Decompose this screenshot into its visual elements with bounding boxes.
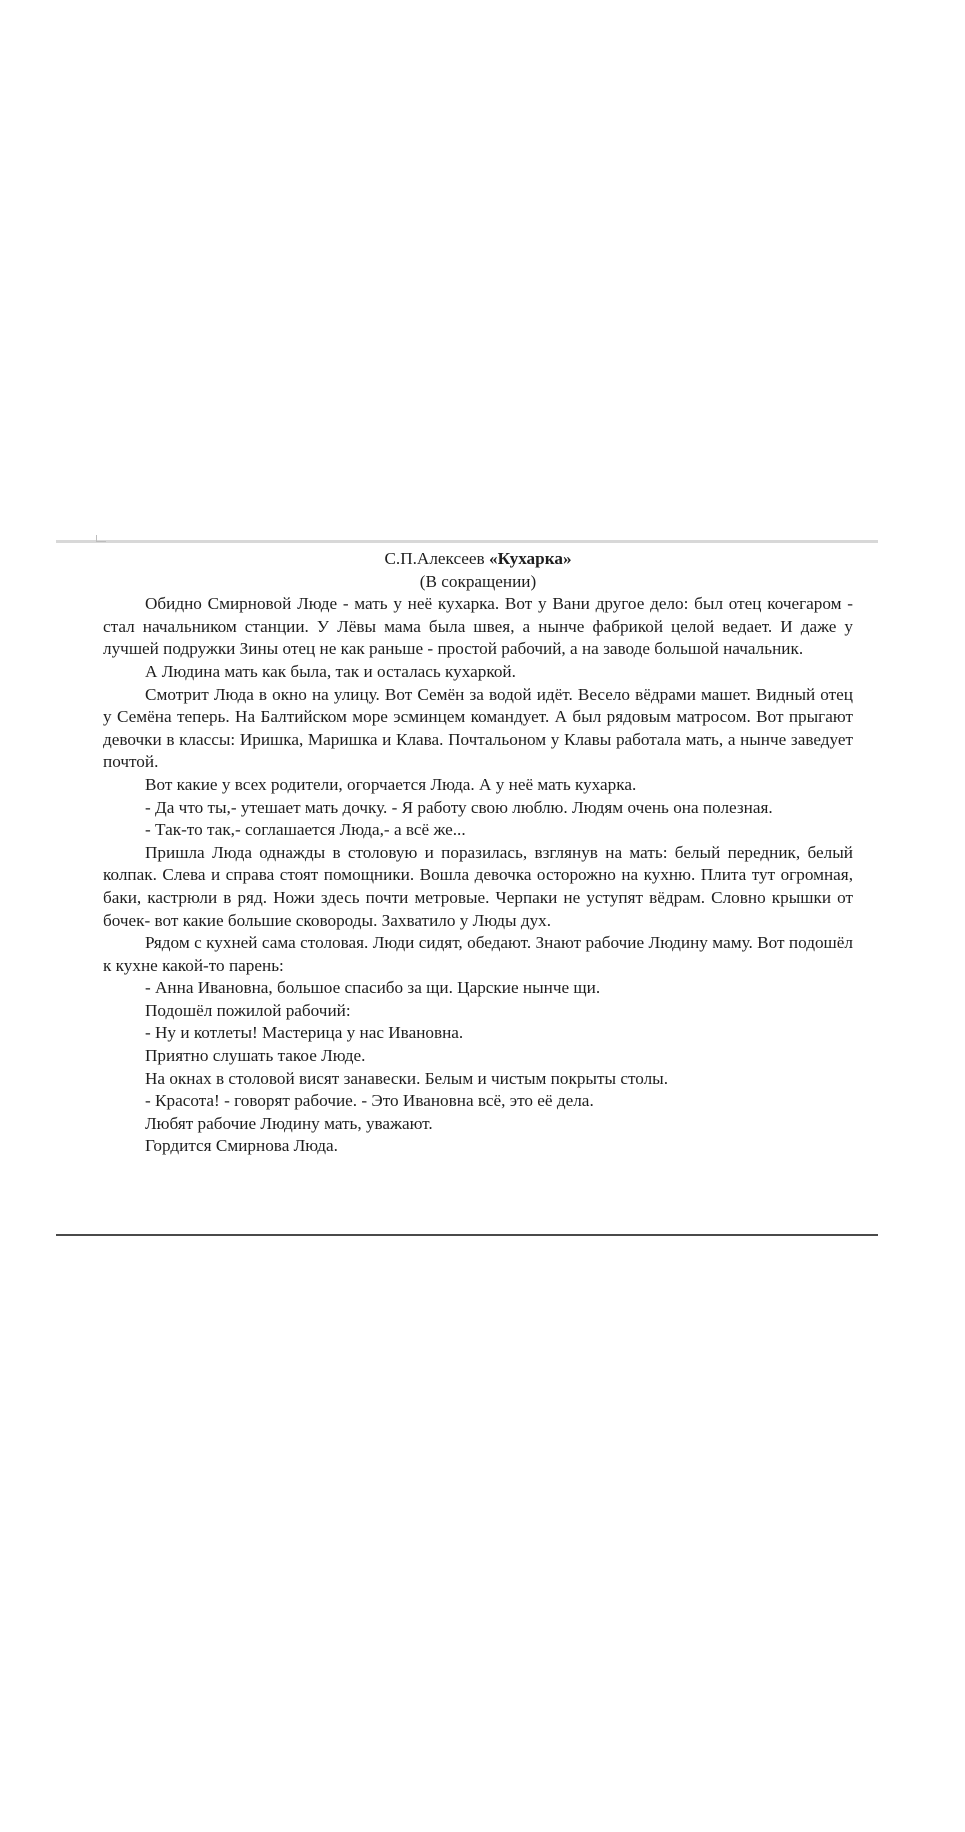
subtitle: (В сокращении) (419, 571, 537, 591)
paragraph: Приятно слушать такое Люде. (145, 1046, 366, 1066)
story-title: «Кухарка» (488, 549, 572, 568)
paragraph: - Да что ты,- утешает мать дочку. - Я работу свою люблю. Людям очень она полезная. (145, 797, 773, 817)
document-body (103, 548, 853, 1158)
paragraph: Смотрит Люда в окно на улицу. Вот Семён за водой идёт. Весело вёдрами машет. Видный отец у Семёна теперь. На Балтийском море эсминцем командует. А был рядовым матросом. Вот прыгают девочки в классы: Иришка, Маришка и Клава. Почтальоном у Клавы работала мать, а нынче заведует почтой. (103, 684, 853, 772)
title-line (103, 548, 853, 571)
paragraph: На окнах в столовой висят занавески. Белым и чистым покрыты столы. (145, 1068, 669, 1088)
paragraph: Подошёл пожилой рабочий: (145, 1000, 351, 1020)
bottom-rule (56, 1234, 878, 1236)
paragraph: Рядом с кухней сама столовая. Люди сидят, обедают. Знают рабочие Людину маму. Вот подошёл к кухне какой-то парень: (103, 933, 853, 975)
paragraph: - Так-то так,- соглашается Люда,- а всё же... (145, 820, 466, 840)
paragraph: Любят рабочие Людину мать, уважают. (145, 1113, 433, 1133)
paragraph: - Анна Ивановна, большое спасибо за щи. Царские нынче щи. (145, 978, 601, 998)
paragraph: Гордится Смирнова Люда. (145, 1136, 338, 1156)
author-name: С.П.Алексеев (384, 549, 485, 568)
paragraph: - Красота! - говорят рабочие. - Это Ивановна всё, это её дела. (145, 1091, 594, 1111)
margin-corner-mark (96, 535, 106, 542)
paragraph: Вот какие у всех родители, огорчается Люда. А у неё мать кухарка. (145, 774, 637, 794)
paragraph: - Ну и котлеты! Мастерица у нас Ивановна. (145, 1023, 464, 1043)
paragraph: А Людина мать как была, так и осталась кухаркой. (145, 661, 516, 681)
paragraph: Обидно Смирновой Люде - мать у неё кухарка. Вот у Вани другое дело: был отец кочегаром - стал начальником станции. У Лёвы мама была швея, а нынче фабрикой целой ведает. И даже у лучшей подружки Зины отец не как раньше - простой рабочий, а на заводе большой начальник. (103, 594, 853, 659)
paragraph: Пришла Люда однажды в столовую и поразилась, взглянув на мать: белый передник, белый колпак. Слева и справа стоят помощники. Вошла девочка осторожно на кухню. Плита тут огромная, баки, кастрюли в ряд. Ножи здесь почти метровые. Черпаки не уступят вёдрам. Словно крышки от бочек- вот какие большие сковороды. Захватило у Люды дух. (103, 842, 853, 930)
top-rule (56, 540, 878, 543)
